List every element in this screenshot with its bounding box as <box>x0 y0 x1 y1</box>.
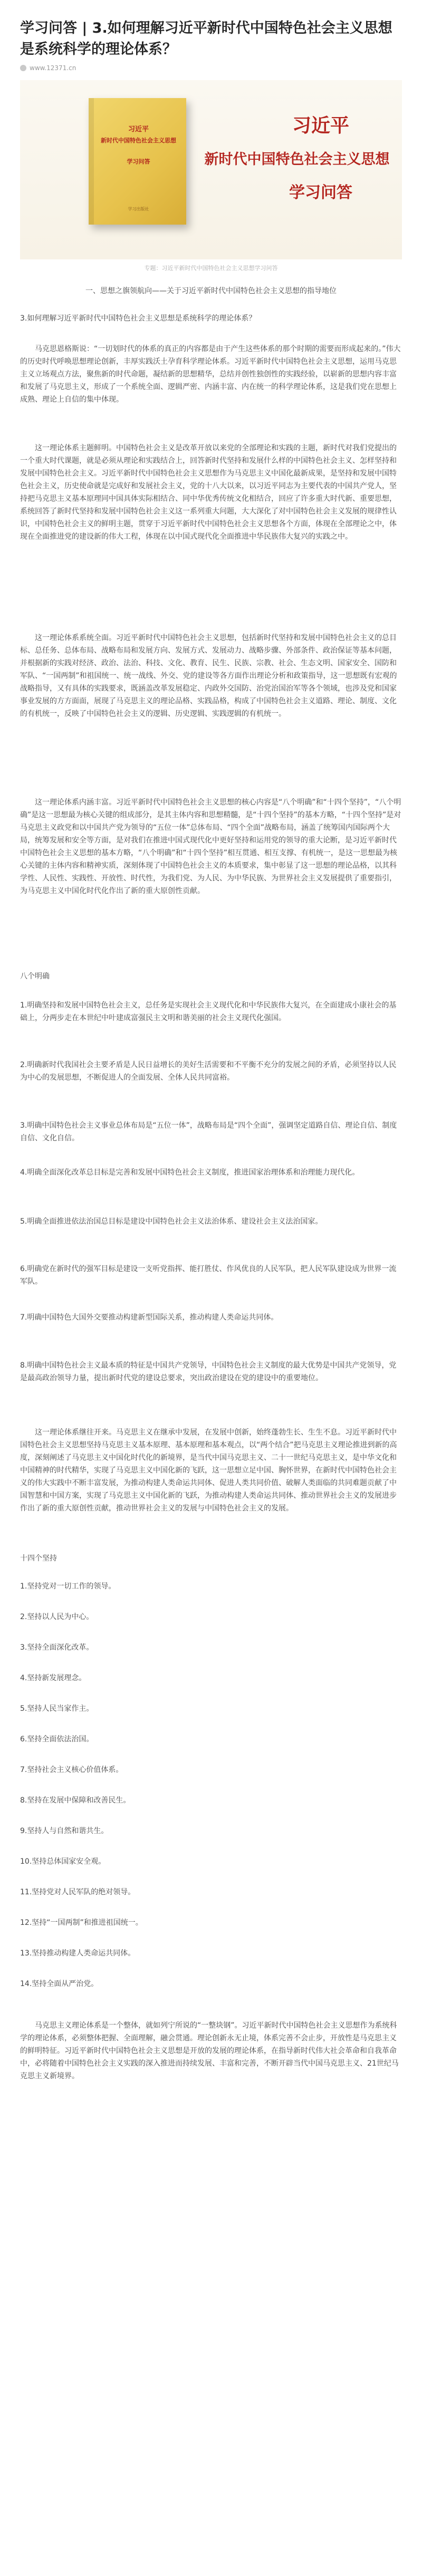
book-cover-image <box>89 98 186 225</box>
adherence-item: 10.坚持总体国家安全观。 <box>20 1857 106 1866</box>
image-caption: 专题：习近平新时代中国特色社会主义思想学习问答 <box>144 265 278 272</box>
hero-banner <box>20 80 402 259</box>
paragraph-4: 这一理论体系内涵丰富。习近平新时代中国特色社会主义思想的核心内容是“八个明确”和“十四个坚持”，“八个明确”是这一思想最为核心关键的组成部分，是其主体内容和思想精髓，是“十四个坚持”的基本方略，“十四个坚持”是对马克思主义政党和以中国共产党为领导的“五位一体”总体布局、“四个全面”战略布局，涵盖了统筹国内国际两个大局，统筹发展和安全等方面，是对我们在推进中国式现代化中更好坚持和运用党的领导的重大论断，是习近平新时代中国特色社会主义思想的基本方略，“八个明确”和“十四个坚持”相互贯通、相互支撑、有机统一，是这一思想最为核心关键的主体内容和精神实质，深刻体现了中国特色社会主义的本质要求，集中彰显了这一思想的理论品格，以其科学性、人民性、实践性、开放性、时代性，为我们党、为人民、为中华民族、为世界社会主义发展提供了重要指引，为马克思主义中国化时代化作出了新的重大原创性贡献。 <box>20 798 401 895</box>
clarification-item: 4.明确全面深化改革总目标是完善和发展中国特色社会主义制度，推进国家治理体系和治理能力现代化。 <box>20 1168 360 1177</box>
adherence-item: 9.坚持人与自然和谐共生。 <box>20 1827 109 1835</box>
hero-title-line2: 新时代中国特色社会主义思想 <box>204 151 390 168</box>
adherence-item: 13.坚持推动构建人类命运共同体。 <box>20 1949 136 1958</box>
adherence-item: 2.坚持以人民为中心。 <box>20 1613 94 1621</box>
adherence-item: 1.坚持党对一切工作的领导。 <box>20 1582 116 1591</box>
source-meta <box>20 64 76 72</box>
adherence-item: 5.坚持人民当家作主。 <box>20 1705 94 1713</box>
source-link[interactable]: www.12371.cn <box>30 64 76 72</box>
clarification-item: 7.明确中国特色大国外交要推动构建新型国际关系，推动构建人类命运共同体。 <box>20 1313 279 1322</box>
source-icon <box>20 65 26 71</box>
hero-title-line1: 习近平 <box>292 114 349 137</box>
adherence-item: 11.坚持党对人民军队的绝对领导。 <box>20 1888 136 1896</box>
clarification-item: 8.明确中国特色社会主义最本质的特征是中国共产党领导，中国特色社会主义制度的最大优势是中国共产党领导，党是最高政治领导力量，提出新时代党的建设总要求，突出政治建设在党的建设中的重要地位。 <box>20 1361 397 1382</box>
adherence-item: 14.坚持全面从严治党。 <box>20 1980 99 1988</box>
paragraph-5: 这一理论体系继往开来。马克思主义在继承中发展，在发展中创新，始终蓬勃生长、生生不息。习近平新时代中国特色社会主义思想坚持马克思主义基本原理、基本原理和基本观点，以“两个结合”把马克思主义理论推进到新的高度，深刻阐述了马克思主义中国化时代化的新境界，是当代中国马克思主义、二十一世纪马克思主义，是中华文化和中国精神的时代精华，实现了马克思主义中国化新的飞跃，这一思想立足中国、胸怀世界，在新时代中国特色社会主义的伟大实践中不断丰富发展，为推动构建人类命运共同体、促进人类共同价值、破解人类面临的共同难题贡献了中国智慧和中国方案，实现了马克思主义中国化新的飞跃，为推动构建人类命运共同体、推动世界社会主义的发展进步作出了新的重大原创性贡献，推动世界社会主义的发展与中国特色社会主义的发展。 <box>20 1428 397 1513</box>
adherence-item: 8.坚持在发展中保障和改善民生。 <box>20 1796 131 1805</box>
adherence-item: 4.坚持新发展理念。 <box>20 1674 87 1682</box>
book-title-line3: 学习问答 <box>127 158 150 165</box>
eight-clarifications-heading: 八个明确 <box>20 972 50 981</box>
book-title-line1: 习近平 <box>128 125 149 133</box>
book-title-line2: 新时代中国特色社会主义思想 <box>101 137 176 144</box>
paragraph-3: 这一理论体系系统全面。习近平新时代中国特色社会主义思想，包括新时代坚持和发展中国特色社会主义的总目标、总任务、总体布局、战略布局和发展方向、发展方式、发展动力、战略步骤、外部条件、政治保证等基本问题，并根据新的实践对经济、政治、法治、科技、文化、教育、民生、民族、宗教、社会、生态文明、国家安全、国防和军队、“一国两制”和祖国统一、统一战线、外交、党的建设等各方面作出理论分析和政策指导，这一思想既有宏观的战略指导，又有具体的实践要求，既涵盖改革发展稳定、内政外交国防、治党治国治军等各个领域，也涉及党和国家事业发展的方方面面，展现了马克思主义的理论品格、实践品格，构成了中国特色社会主义道路、理论、制度、文化的有机统一，反映了中国特色社会主义的逻辑、历史逻辑、实践逻辑的有机统一。 <box>20 634 397 718</box>
paragraph-2: 这一理论体系主题鲜明。中国特色社会主义是改革开放以来党的全部理论和实践的主题，新时代对我们党提出的一个重大时代课题，就是必须从理论和实践结合上，回答新时代坚持和发展什么样的中国特色社会主义、怎样坚持和发展中国特色社会主义。习近平新时代中国特色社会主义思想作为马克思主义中国化最新成果，是坚持和发展中国特色社会主义，历史使命就是完成好和发展社会主义，党的十八大以来，以习近平同志为主要代表的中国共产党人，坚持把马克思主义基本原理同中国具体实际相结合、同中华优秀传统文化相结合，回应了许多重大时代新、重要思想，系统回答了新时代坚持和发展中国特色社会主义这一系列重大问题，大大深化了对中国特色社会主义发展的规律性认识，中国特色社会主义的鲜明主题，贯穿于习近平新时代中国特色社会主义思想各个方面，体现在全部理论之中，体现在全面推进党的建设新的伟大工程，体现在以中国式现代化全面推进中华民族伟大复兴的实践之中。 <box>20 444 397 541</box>
clarification-item: 2.明确新时代我国社会主要矛盾是人民日益增长的美好生活需要和不平衡不充分的发展之间的矛盾，必须坚持以人民为中心的发展思想，不断促进人的全面发展、全体人民共同富裕。 <box>20 1061 397 1082</box>
clarification-item: 1.明确坚持和发展中国特色社会主义，总任务是实现社会主义现代化和中华民族伟大复兴，在全面建成小康社会的基础上，分两步走在本世纪中叶建成富强民主文明和谐美丽的社会主义现代化强国。 <box>20 1001 397 1022</box>
clarification-item: 6.明确党在新时代的强军目标是建设一支听党指挥、能打胜仗、作风优良的人民军队，把人民军队建设成为世界一流军队。 <box>20 1265 397 1286</box>
adherence-item: 6.坚持全面依法治国。 <box>20 1735 94 1744</box>
article-title: 学习问答 | 3.如何理解习近平新时代中国特色社会主义思想是系统科学的理论体系？ <box>20 20 392 57</box>
paragraph-6: 马克思主义理论体系是一个整体，就如列宁所说的“一整块钢”。习近平新时代中国特色社会主义思想作为系统科学的理论体系，必须整体把握、全面理解，融会贯通。理论创新永无止境，体系完善不会止步，开放性是马克思主义的鲜明特征。习近平新时代中国特色社会主义思想是开放的发展的理论体系，在指导新时代伟大社会革命和自我革命中，必将随着中国特色社会主义实践的深入推进而持续发展、丰富和完善，不断开辟当代中国马克思主义、21世纪马克思主义新境界。 <box>20 2021 399 2080</box>
section-heading: 一、思想之旗领航向——关于习近平新时代中国特色社会主义思想的指导地位 <box>85 287 337 295</box>
book-publisher: 学习出版社 <box>128 207 149 211</box>
book-spine <box>89 98 94 225</box>
hero-title-line3: 学习问答 <box>289 183 352 202</box>
paragraph-1: 马克思恩格斯说：“一切划时代的体系的真正的内容都是由于产生这些体系的那个时期的需要而形成起来的。”伟大的历史时代呼唤思想理论创新，丰厚实践沃土孕育科学理论体系。习近平新时代中国特色社会主义思想，运用马克思主义立场观点方法，聚焦新的时代命题，凝结新的思想精华，总结并创性独创性的实践经验，以崭新的思想内容丰富和发展了马克思主义，形成了一个系统全面、逻辑严密、内涵丰富、内在统一的科学理论体系，这是我们党在思想上成熟、理论上自信的集中体现。 <box>20 345 401 404</box>
clarification-item: 3.明确中国特色社会主义事业总体布局是“五位一体”，战略布局是“四个全面”，强调坚定道路自信、理论自信、制度自信、文化自信。 <box>20 1121 397 1142</box>
adherence-item: 12.坚持“一国两制”和推进祖国统一。 <box>20 1919 143 1927</box>
clarification-item: 5.明确全面推进依法治国总目标是建设中国特色社会主义法治体系、建设社会主义法治国家。 <box>20 1217 323 1226</box>
fourteen-adherences-heading: 十四个坚持 <box>20 1554 57 1563</box>
adherence-item: 3.坚持全面深化改革。 <box>20 1643 94 1652</box>
question-heading: 3.如何理解习近平新时代中国特色社会主义思想是系统科学的理论体系？ <box>20 314 256 323</box>
adherence-item: 7.坚持社会主义核心价值体系。 <box>20 1766 123 1774</box>
